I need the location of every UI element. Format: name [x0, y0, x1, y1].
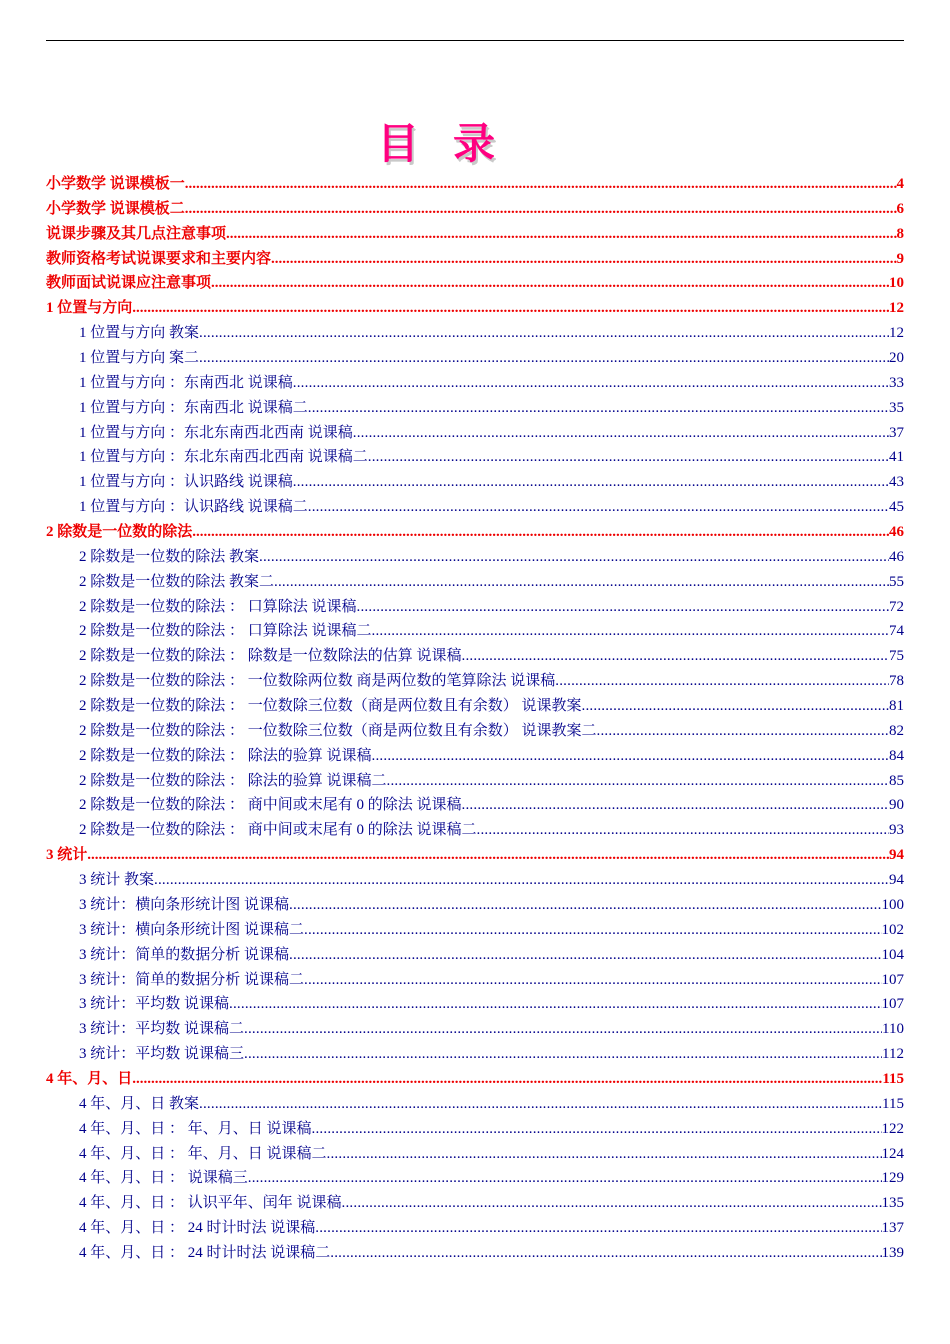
toc-page-number: 139	[881, 1244, 904, 1261]
toc-subentry[interactable]	[46, 371, 904, 396]
toc-entry-title: 2 除数是一位数的除法 ： 口算除法 说课稿	[79, 598, 357, 615]
toc-subentry[interactable]	[46, 992, 904, 1017]
toc-subentry[interactable]	[46, 1191, 904, 1216]
toc-page-number: 72	[889, 598, 904, 615]
dot-leader	[289, 943, 881, 968]
dot-leader	[211, 271, 889, 296]
toc-entry-title: 2 除数是一位数的除法 ： 一位数除三位数（商是两位数且有余数） 说课教案二	[79, 722, 597, 739]
dot-leader	[199, 321, 889, 346]
toc-entry-title: 小学数学 说课模板二	[46, 200, 185, 217]
toc-subentry[interactable]	[46, 918, 904, 943]
dot-leader	[330, 1241, 881, 1266]
dot-leader	[271, 247, 896, 272]
toc-entry-title: 3 统计：平均数 说课稿	[79, 996, 230, 1013]
toc-entry-title: 2 除数是一位数的除法 ： 除法的验算 说课稿	[79, 747, 372, 764]
dot-leader	[308, 396, 889, 421]
toc-page-number: 93	[889, 822, 904, 839]
toc-subentry[interactable]	[46, 1241, 904, 1266]
toc-entry-title: 1 位置与方向 教案	[79, 325, 200, 342]
toc-subentry[interactable]	[46, 1117, 904, 1142]
toc-page-number: 107	[881, 971, 904, 988]
toc-entry-title: 2 除数是一位数的除法 ： 口算除法 说课稿二	[79, 623, 372, 640]
toc-subentry[interactable]	[46, 470, 904, 495]
toc-page-number: 41	[889, 449, 904, 466]
toc-entry-title: 4 年、月、日 ： 说课稿三	[79, 1170, 248, 1187]
toc-page-number: 8	[896, 225, 904, 242]
toc-subentry[interactable]	[46, 1092, 904, 1117]
toc-page-number: 94	[889, 847, 904, 864]
dot-leader	[154, 868, 889, 893]
toc-subentry[interactable]	[46, 1017, 904, 1042]
toc-page-number: 81	[889, 698, 904, 715]
dot-leader	[293, 470, 889, 495]
toc-entry-title: 1 位置与方向 ：东南西北 说课稿二	[79, 399, 308, 416]
toc-subentry[interactable]	[46, 445, 904, 470]
toc-page-number: 45	[889, 499, 904, 516]
toc-subentry[interactable]	[46, 570, 904, 595]
dot-leader	[342, 1191, 882, 1216]
toc-subentry[interactable]	[46, 595, 904, 620]
toc-page-number: 46	[889, 524, 904, 541]
toc-page-number: 124	[881, 1145, 904, 1162]
toc-page-number: 82	[889, 722, 904, 739]
dot-leader	[132, 1067, 882, 1092]
toc-page-number: 135	[881, 1195, 904, 1212]
toc-entry-title: 2 除数是一位数的除法 ： 除数是一位数除法的估算 说课稿	[79, 648, 462, 665]
toc-entry-title: 说课步骤及其几点注意事项	[46, 225, 227, 242]
toc-page-number: 94	[889, 872, 904, 889]
dot-leader	[293, 371, 889, 396]
dot-leader	[327, 1142, 882, 1167]
toc-subentry[interactable]	[46, 644, 904, 669]
toc-subentry[interactable]	[46, 321, 904, 346]
toc-entry-title: 4 年、月、日 教案	[79, 1095, 200, 1112]
toc-entry-title: 4 年、月、日 ： 认识平年、闰年 说课稿	[79, 1195, 342, 1212]
dot-leader	[87, 843, 889, 868]
toc-subentry[interactable]	[46, 1166, 904, 1191]
dot-leader	[597, 719, 889, 744]
dot-leader	[132, 296, 889, 321]
table-of-contents	[46, 172, 904, 1266]
toc-page-number: 129	[881, 1170, 904, 1187]
dot-leader	[304, 918, 881, 943]
toc-entry-title: 1 位置与方向 ：认识路线 说课稿二	[79, 499, 308, 516]
toc-page-number: 12	[889, 300, 904, 317]
dot-leader	[477, 818, 889, 843]
toc-entry-title: 4 年、月、日 ： 年、月、日 说课稿二	[79, 1145, 327, 1162]
dot-leader	[192, 520, 889, 545]
dot-leader	[357, 595, 889, 620]
dot-leader	[308, 495, 889, 520]
toc-chapter-entry[interactable]	[46, 296, 904, 321]
toc-page-number: 6	[896, 200, 904, 217]
dot-leader	[372, 744, 889, 769]
dot-leader	[199, 1092, 882, 1117]
dot-leader	[248, 1166, 882, 1191]
toc-entry-title: 2 除数是一位数的除法 ： 商中间或末尾有 0 的除法 说课稿二	[79, 822, 477, 839]
toc-page-number: 33	[889, 374, 904, 391]
dot-leader	[274, 570, 889, 595]
toc-page-number: 12	[889, 325, 904, 342]
toc-entry-title: 2 除数是一位数的除法 ： 一位数除三位数（商是两位数且有余数） 说课教案	[79, 698, 582, 715]
dot-leader	[555, 669, 889, 694]
dot-leader	[372, 619, 889, 644]
toc-entry-title: 4 年、月、日	[46, 1070, 133, 1087]
dot-leader	[244, 1017, 882, 1042]
toc-entry-title: 1 位置与方向	[46, 300, 133, 317]
toc-page-number: 90	[889, 797, 904, 814]
dot-leader	[289, 893, 881, 918]
toc-page-number: 75	[889, 648, 904, 665]
toc-page-number: 100	[881, 896, 904, 913]
toc-subentry[interactable]	[46, 545, 904, 570]
toc-entry-title: 3 统计 教案	[79, 872, 155, 889]
dot-leader	[387, 769, 889, 794]
toc-entry-title: 1 位置与方向 ：东北东南西北西南 说课稿二	[79, 449, 368, 466]
header-rule	[46, 40, 904, 41]
toc-subentry[interactable]	[46, 495, 904, 520]
toc-entry-title: 教师资格考试说课要求和主要内容	[46, 250, 272, 267]
toc-subentry[interactable]	[46, 421, 904, 446]
toc-page-number: 122	[881, 1120, 904, 1137]
toc-page-number: 110	[882, 1021, 904, 1038]
toc-page-number: 46	[889, 548, 904, 565]
toc-entry-title: 教师面试说课应注意事项	[46, 275, 212, 292]
toc-subentry[interactable]	[46, 1142, 904, 1167]
toc-title: 目录	[376, 119, 529, 169]
toc-subentry[interactable]	[46, 793, 904, 818]
toc-subentry[interactable]	[46, 669, 904, 694]
toc-subentry[interactable]	[46, 619, 904, 644]
toc-subentry[interactable]	[46, 893, 904, 918]
toc-entry-title: 1 位置与方向 案二	[79, 350, 200, 367]
toc-subentry[interactable]	[46, 1216, 904, 1241]
toc-page-number: 107	[881, 996, 904, 1013]
dot-leader	[582, 694, 889, 719]
toc-page-number: 55	[889, 573, 904, 590]
toc-entry-title: 3 统计：平均数 说课稿二	[79, 1021, 245, 1038]
toc-entry-title: 3 统计：横向条形统计图 说课稿二	[79, 921, 305, 938]
toc-page-number: 74	[889, 623, 904, 640]
toc-page-number: 78	[889, 673, 904, 690]
toc-chapter-entry[interactable]	[46, 197, 904, 222]
toc-chapter-entry[interactable]	[46, 271, 904, 296]
toc-page-number: 102	[881, 921, 904, 938]
toc-entry-title: 2 除数是一位数的除法	[46, 524, 193, 541]
dot-leader	[315, 1216, 881, 1241]
toc-subentry[interactable]	[46, 719, 904, 744]
dot-leader	[229, 992, 881, 1017]
toc-chapter-entry[interactable]	[46, 1067, 904, 1092]
dot-leader	[185, 172, 897, 197]
toc-entry-title: 1 位置与方向 ：认识路线 说课稿	[79, 474, 293, 491]
toc-entry-title: 4 年、月、日 ： 年、月、日 说课稿	[79, 1120, 312, 1137]
toc-subentry[interactable]	[46, 968, 904, 993]
toc-page-number: 35	[889, 399, 904, 416]
toc-page-number: 20	[889, 350, 904, 367]
toc-entry-title: 3 统计：简单的数据分析 说课稿	[79, 946, 290, 963]
toc-chapter-entry[interactable]	[46, 520, 904, 545]
toc-entry-title: 4 年、月、日 ： 24 时计时法 说课稿	[79, 1220, 316, 1237]
toc-page-number: 9	[896, 250, 904, 267]
toc-subentry[interactable]	[46, 396, 904, 421]
toc-subentry[interactable]	[46, 694, 904, 719]
dot-leader	[259, 545, 889, 570]
toc-subentry[interactable]	[46, 943, 904, 968]
toc-page-number: 104	[881, 946, 904, 963]
toc-entry-title: 2 除数是一位数的除法 教案	[79, 548, 260, 565]
dot-leader	[304, 968, 881, 993]
dot-leader	[199, 346, 889, 371]
toc-subentry[interactable]	[46, 346, 904, 371]
toc-entry-title: 2 除数是一位数的除法 ： 一位数除两位数 商是两位数的笔算除法 说课稿	[79, 673, 556, 690]
dot-leader	[312, 1117, 882, 1142]
dot-leader	[185, 197, 897, 222]
toc-entry-title: 小学数学 说课模板一	[46, 176, 185, 192]
toc-page-number: 85	[889, 772, 904, 789]
toc-subentry[interactable]	[46, 818, 904, 843]
toc-subentry[interactable]	[46, 1042, 904, 1067]
toc-subentry[interactable]	[46, 769, 904, 794]
toc-subentry[interactable]	[46, 868, 904, 893]
dot-leader	[368, 445, 889, 470]
toc-page-number: 43	[889, 474, 904, 491]
toc-chapter-entry[interactable]	[46, 843, 904, 868]
toc-page-number: 115	[882, 1095, 904, 1112]
dot-leader	[462, 793, 889, 818]
toc-entry-title: 1 位置与方向 ：东北东南西北西南 说课稿	[79, 424, 353, 441]
toc-entry-title: 3 统计：横向条形统计图 说课稿	[79, 896, 290, 913]
toc-chapter-entry[interactable]	[46, 222, 904, 247]
toc-page-number: 112	[882, 1046, 904, 1063]
dot-leader	[226, 222, 896, 247]
toc-chapter-entry[interactable]	[46, 247, 904, 272]
toc-entry-title: 4 年、月、日 ： 24 时计时法 说课稿二	[79, 1244, 331, 1261]
toc-entry-title: 3 统计：简单的数据分析 说课稿二	[79, 971, 305, 988]
dot-leader	[462, 644, 889, 669]
toc-entry-title: 3 统计：平均数 说课稿三	[79, 1046, 245, 1063]
toc-entry-title: 1 位置与方向 ：东南西北 说课稿	[79, 374, 293, 391]
toc-entry-title: 2 除数是一位数的除法 教案二	[79, 573, 275, 590]
toc-page-number: 137	[881, 1220, 904, 1237]
dot-leader	[353, 421, 889, 446]
toc-entry-title: 2 除数是一位数的除法 ： 商中间或末尾有 0 的除法 说课稿	[79, 797, 462, 814]
toc-page-number: 115	[882, 1070, 904, 1087]
toc-subentry[interactable]	[46, 744, 904, 769]
toc-entry-title: 2 除数是一位数的除法 ： 除法的验算 说课稿二	[79, 772, 387, 789]
dot-leader	[244, 1042, 882, 1067]
toc-page-number: 10	[889, 275, 904, 292]
toc-entry-title: 3 统计	[46, 847, 88, 864]
toc-page-number: 84	[889, 747, 904, 764]
toc-page-number: 4	[896, 176, 904, 192]
toc-page-number: 37	[889, 424, 904, 441]
toc-chapter-entry[interactable]	[46, 172, 904, 197]
